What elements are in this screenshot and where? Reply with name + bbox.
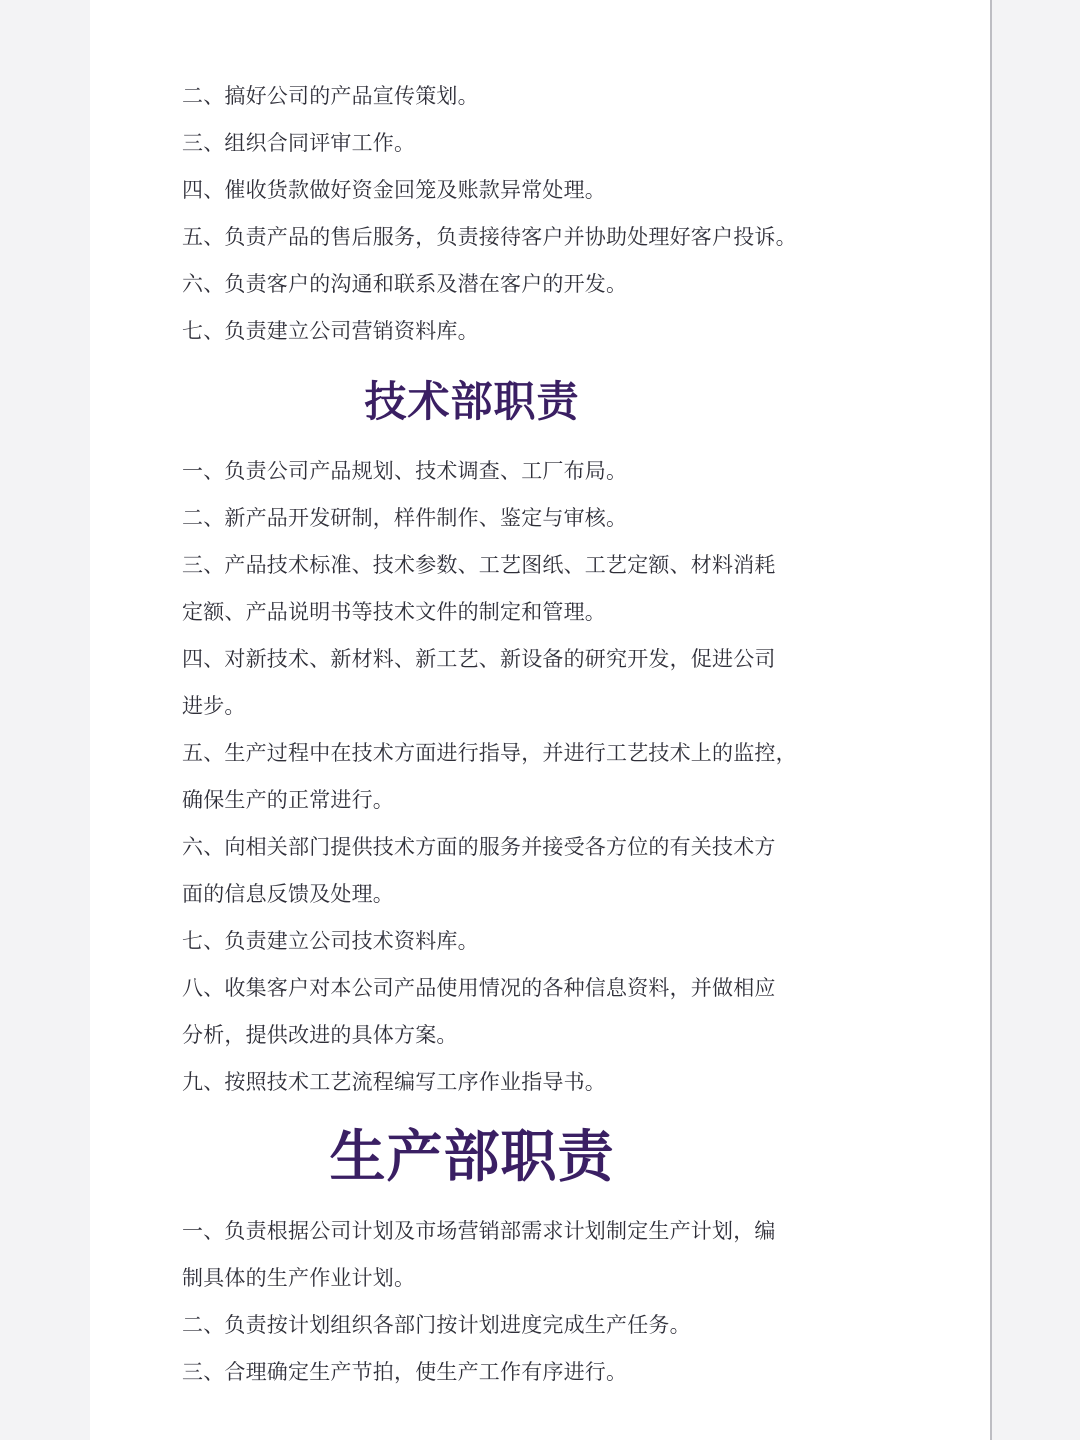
section-heading-production: 生产部职责 <box>329 1125 615 1190</box>
list-item: 九、按照技术工艺流程编写工序作业指导书。 <box>182 1070 606 1094</box>
list-item: 三、合理确定生产节拍，使生产工作有序进行。 <box>182 1360 628 1384</box>
left-margin <box>0 0 90 1440</box>
list-item: 四、催收货款做好资金回笼及账款异常处理。 <box>182 178 606 202</box>
technical-duties-list <box>182 448 822 1106</box>
list-item: 进步。 <box>182 694 246 718</box>
list-item: 制具体的生产作业计划。 <box>182 1266 416 1290</box>
production-duties-list <box>182 1208 822 1396</box>
list-item: 八、收集客户对本公司产品使用情况的各种信息资料，并做相应 <box>182 976 776 1000</box>
marketing-duties-list <box>182 73 822 355</box>
list-item: 一、负责公司产品规划、技术调查、工厂布局。 <box>182 459 628 483</box>
list-item: 六、向相关部门提供技术方面的服务并接受各方位的有关技术方 <box>182 835 776 859</box>
list-item: 三、组织合同评审工作。 <box>182 131 416 155</box>
list-item: 定额、产品说明书等技术文件的制定和管理。 <box>182 600 606 624</box>
list-item: 七、负责建立公司技术资料库。 <box>182 929 479 953</box>
list-item: 四、对新技术、新材料、新工艺、新设备的研究开发，促进公司 <box>182 647 776 671</box>
list-item: 七、负责建立公司营销资料库。 <box>182 319 479 343</box>
list-item: 一、负责根据公司计划及市场营销部需求计划制定生产计划，编 <box>182 1219 776 1243</box>
list-item: 二、搞好公司的产品宣传策划。 <box>182 84 479 108</box>
list-item: 三、产品技术标准、技术参数、工艺图纸、工艺定额、材料消耗 <box>182 553 776 577</box>
list-item: 确保生产的正常进行。 <box>182 788 394 812</box>
list-item: 二、新产品开发研制，样件制作、鉴定与审核。 <box>182 506 628 530</box>
document-page <box>92 0 990 1440</box>
list-item: 五、生产过程中在技术方面进行指导，并进行工艺技术上的监控， <box>182 741 797 765</box>
list-item: 分析，提供改进的具体方案。 <box>182 1023 458 1047</box>
list-item: 面的信息反馈及处理。 <box>182 882 394 906</box>
list-item: 二、负责按计划组织各部门按计划进度完成生产任务。 <box>182 1313 691 1337</box>
right-margin <box>990 0 1080 1440</box>
list-item: 五、负责产品的售后服务，负责接待客户并协助处理好客户投诉。 <box>182 225 797 249</box>
document-content <box>182 73 822 1396</box>
list-item: 六、负责客户的沟通和联系及潜在客户的开发。 <box>182 272 628 296</box>
section-heading-technical: 技术部职责 <box>364 377 580 426</box>
